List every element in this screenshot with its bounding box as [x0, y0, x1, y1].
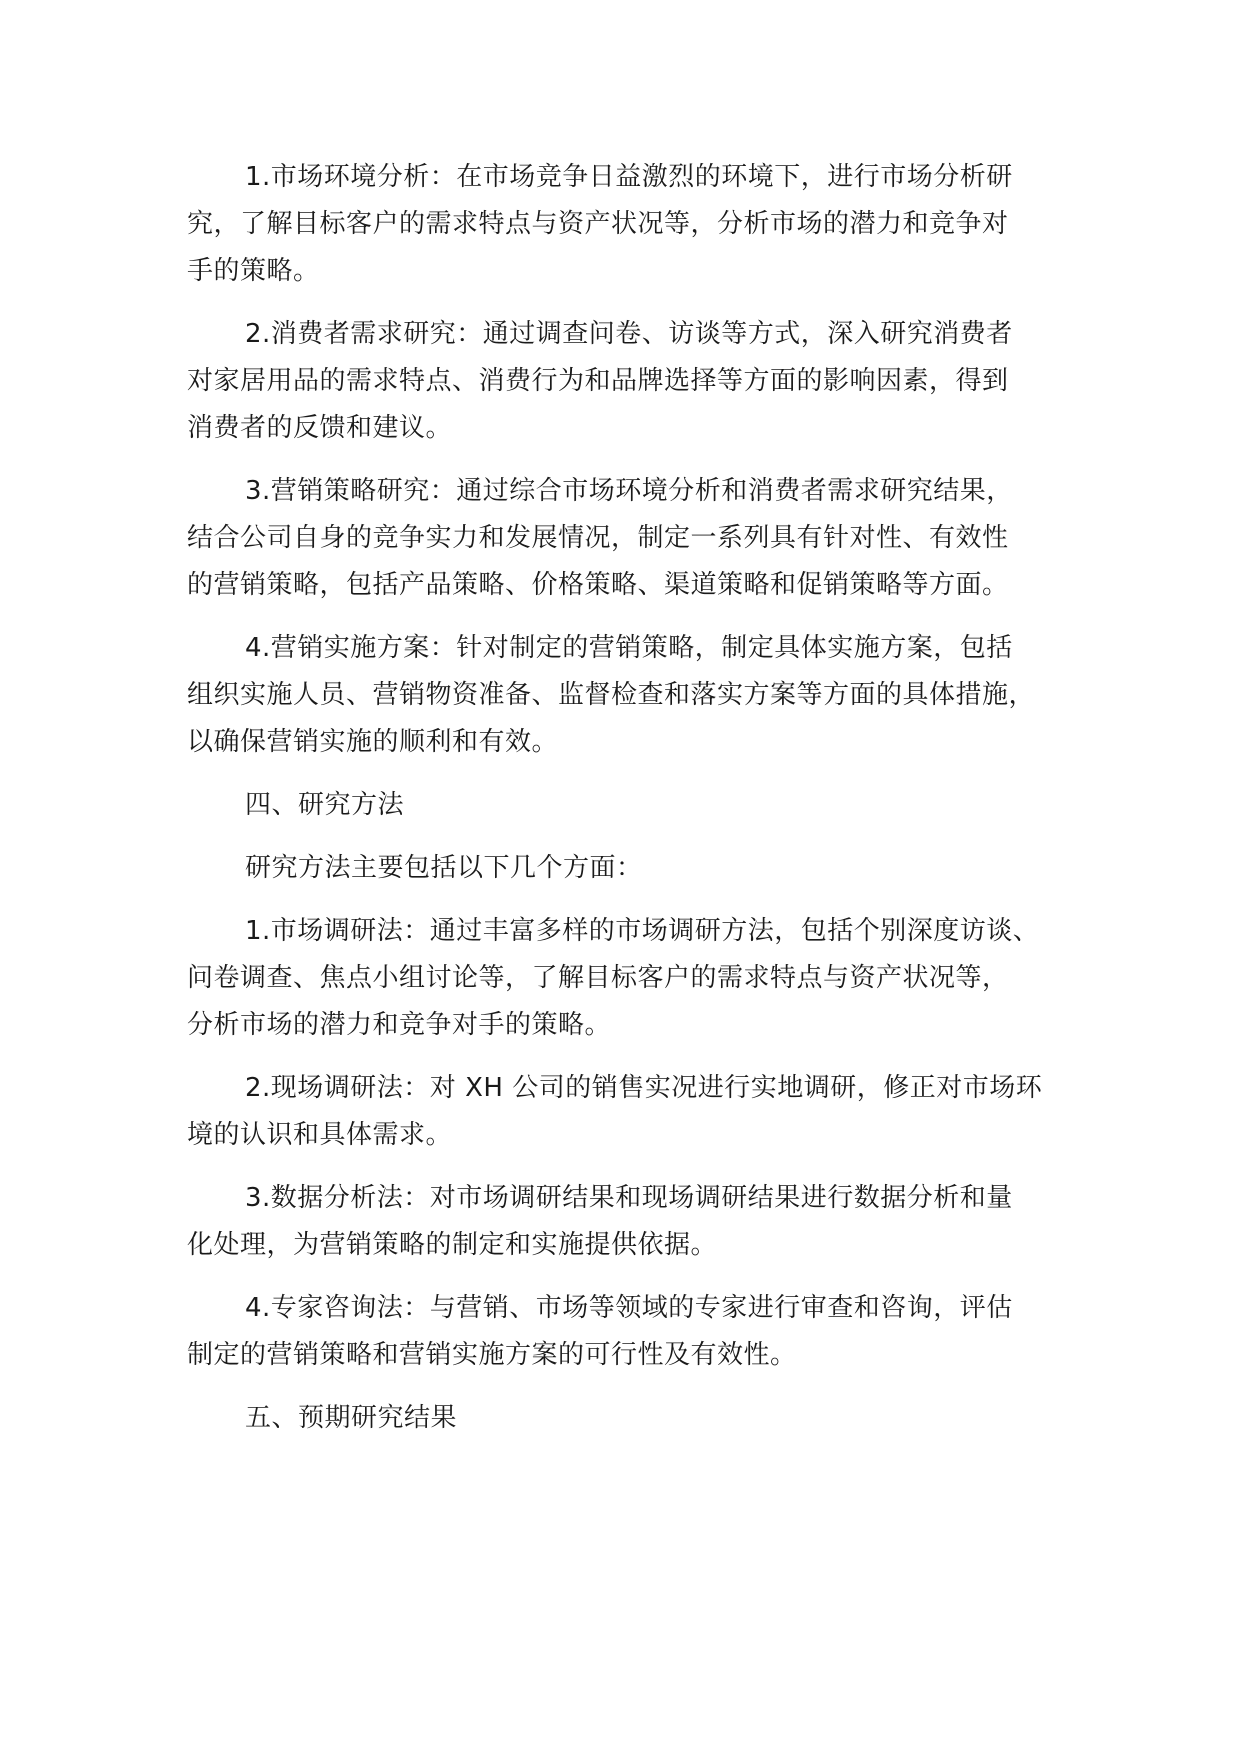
- text-line: 分析市场的潜力和竞争对手的策略。: [187, 1010, 612, 1040]
- text-line: 4.专家咨询法：与营销、市场等领域的专家进行审查和咨询，评估: [245, 1293, 1013, 1323]
- text-line: 境的认识和具体需求。: [187, 1120, 453, 1150]
- text-line: 结合公司自身的竞争实力和发展情况，制定一系列具有针对性、有效性: [187, 523, 1009, 553]
- text-line: 以确保营销实施的顺利和有效。: [187, 727, 559, 757]
- paragraph-market-survey-method: [187, 908, 1077, 1049]
- text-line: 1.市场环境分析：在市场竞争日益激烈的环境下，进行市场分析研: [245, 162, 1013, 192]
- heading-text: 四、研究方法: [245, 790, 405, 820]
- section-heading-research-methods: [187, 782, 1077, 829]
- text-line: 问卷调查、焦点小组讨论等，了解目标客户的需求特点与资产状况等，: [187, 963, 1009, 993]
- text-line: 2.消费者需求研究：通过调查问卷、访谈等方式，深入研究消费者: [245, 319, 1013, 349]
- paragraph-methods-intro: [187, 845, 1077, 892]
- paragraph-consumer-demand-research: [187, 311, 1077, 452]
- heading-text: 五、预期研究结果: [245, 1403, 458, 1433]
- document-body: [187, 154, 1077, 1458]
- text-line: 2.现场调研法：对 XH 公司的销售实况进行实地调研，修正对市场环: [245, 1073, 1043, 1103]
- text-line: 组织实施人员、营销物资准备、监督检查和落实方案等方面的具体措施，: [187, 680, 1036, 710]
- text-line: 手的策略。: [187, 256, 320, 286]
- text-line: 3.数据分析法：对市场调研结果和现场调研结果进行数据分析和量: [245, 1183, 1013, 1213]
- paragraph-marketing-implementation-plan: [187, 625, 1077, 766]
- text-line: 3.营销策略研究：通过综合市场环境分析和消费者需求研究结果，: [245, 476, 1013, 506]
- paragraph-expert-consultation-method: [187, 1285, 1077, 1379]
- paragraph-marketing-strategy-research: [187, 468, 1077, 609]
- text-line: 的营销策略，包括产品策略、价格策略、渠道策略和促销策略等方面。: [187, 570, 1009, 600]
- text-line: 4.营销实施方案：针对制定的营销策略，制定具体实施方案，包括: [245, 633, 1013, 663]
- text-line: 究，了解目标客户的需求特点与资产状况等，分析市场的潜力和竞争对: [187, 209, 1009, 239]
- paragraph-field-survey-method: [187, 1065, 1077, 1159]
- text-line: 1.市场调研法：通过丰富多样的市场调研方法，包括个别深度访谈、: [245, 916, 1040, 946]
- paragraph-data-analysis-method: [187, 1175, 1077, 1269]
- section-heading-expected-results: [187, 1395, 1077, 1442]
- text-line: 研究方法主要包括以下几个方面：: [245, 853, 643, 883]
- text-line: 制定的营销策略和营销实施方案的可行性及有效性。: [187, 1340, 797, 1370]
- text-line: 消费者的反馈和建议。: [187, 413, 453, 443]
- paragraph-market-environment-analysis: [187, 154, 1077, 295]
- text-line: 对家居用品的需求特点、消费行为和品牌选择等方面的影响因素，得到: [187, 366, 1009, 396]
- text-line: 化处理，为营销策略的制定和实施提供依据。: [187, 1230, 718, 1260]
